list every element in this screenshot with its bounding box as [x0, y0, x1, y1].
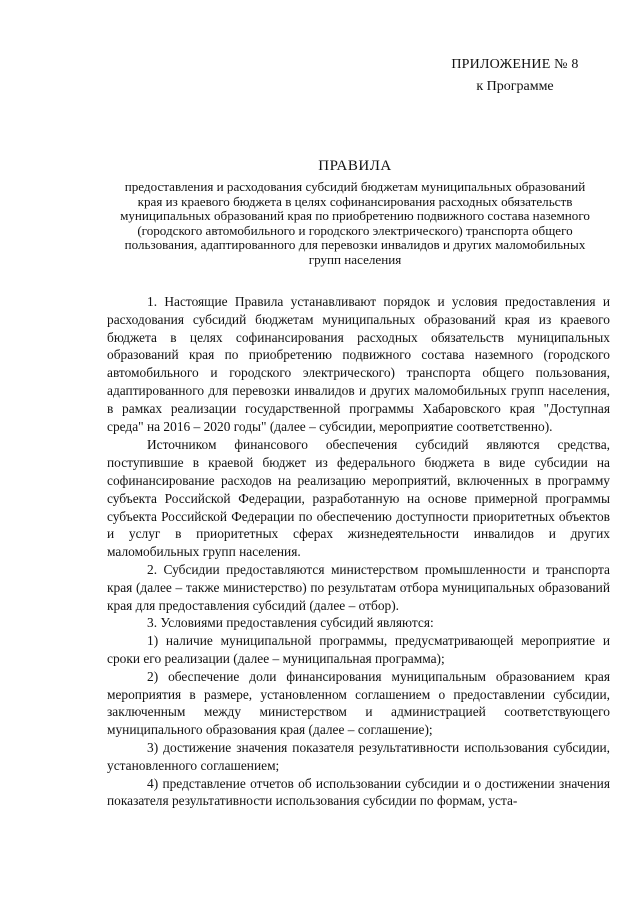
paragraph: 1. Настоящие Правила устанавливают порядок и условия предоставления и расходования субсидий бюджетам муниципальных образований края из краевого бюджета в целях софинансирования расходных обязательств муниципальных образований края по приобретению подвижного состава наземного (городского автомобильного и городского электрического) транспорта общего пользования, адаптированного для перевозки инвалидов и других маломобильных групп населения, в рамках реализации государственной программы Хабаровского края "Доступная среда" на 2016 – 2020 годы" (далее – субсидии, мероприятие соответственно). — [107, 294, 610, 434]
document-body — [107, 293, 610, 810]
paragraph: Источником финансового обеспечения субсидий являются средства, поступившие в краевой бюджет из федерального бюджета в виде субсидии на софинансирование расходов на реализацию мероприятий, включенных в программу субъекта Российской Федерации, разработанную на основе примерной программы субъекта Российской Федерации по обеспечению доступности приоритетных объектов и услуг в приоритетных сферах жизнедеятельности инвалидов и других маломобильных групп населения. — [107, 437, 610, 560]
paragraph: 2. Субсидии предоставляются министерством промышленности и транспорта края (далее – также министерство) по результатам отбора муниципальных образований края для предоставления субсидий (далее – отбор). — [107, 561, 610, 613]
document-subtitle: предоставления и расходования субсидий бюджетам муниципальных образований края из краевого бюджета в целях софинансирования расходных обязательств муниципальных образований края по приобретению подвижного состава наземного (городского автомобильного и городского электрического) транспорта общего пользования, адаптированного для перевозки инвалидов и других маломобильных групп населения — [120, 179, 590, 267]
paragraph: 3. Условиями предоставления субсидий являются: — [147, 615, 434, 631]
paragraph: 1) наличие муниципальной программы, предусматривающей мероприятие и сроки его реализации (далее – муниципальная программа); — [107, 633, 610, 666]
paragraph: 4) представление отчетов об использовании субсидии и о достижении значения показателя результативности использования субсидии по формам, уста- — [107, 775, 610, 809]
annex-header — [430, 56, 600, 96]
document-title: ПРАВИЛА — [318, 158, 392, 174]
annex-title: ПРИЛОЖЕНИЕ № 8 — [451, 57, 579, 72]
paragraph: 3) достижение значения показателя результативности использования субсидии, установленного соглашением; — [107, 739, 610, 773]
annex-subtitle: к Программе — [476, 79, 554, 94]
paragraph: 2) обеспечение доли финансирования муниципальным образованием края мероприятия в размере, установленном соглашением о предоставлении субсидии, заключенным между министерством и администрацией соответствующего муниципального образования края (далее – соглашение); — [107, 668, 610, 738]
